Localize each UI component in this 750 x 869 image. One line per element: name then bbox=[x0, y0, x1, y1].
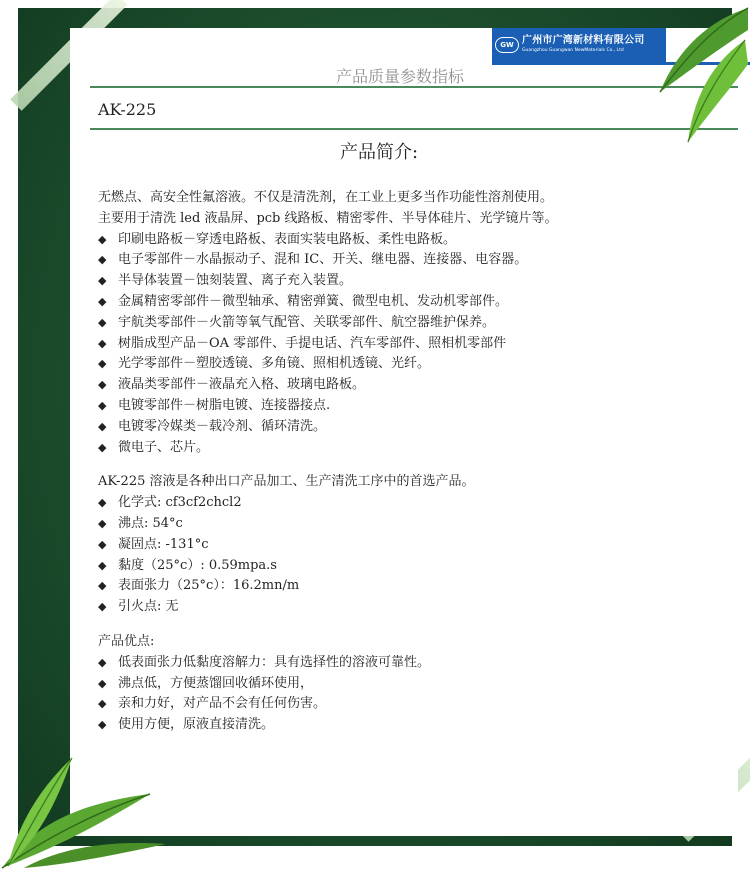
diamond-bullet-icon: ◆ bbox=[98, 579, 107, 593]
diamond-bullet-icon: ◆ bbox=[98, 315, 107, 329]
list-item: ◆ 亲和力好，对产品不会有任何伤害。 bbox=[98, 694, 730, 715]
applications-list bbox=[98, 230, 730, 459]
diamond-bullet-icon: ◆ bbox=[98, 676, 107, 690]
properties-list bbox=[98, 493, 730, 618]
diamond-bullet-icon: ◆ bbox=[98, 398, 107, 412]
document-body bbox=[98, 188, 730, 736]
diamond-bullet-icon: ◆ bbox=[98, 294, 107, 308]
diamond-bullet-icon: ◆ bbox=[98, 419, 107, 433]
diamond-bullet-icon: ◆ bbox=[98, 440, 107, 454]
company-name-cn: 广州市广湾新材料有限公司 bbox=[522, 35, 645, 47]
list-item: ◆ 微电子、芯片。 bbox=[98, 438, 730, 459]
diamond-bullet-icon: ◆ bbox=[98, 655, 107, 669]
advantages-list bbox=[98, 653, 730, 736]
diamond-bullet-icon: ◆ bbox=[98, 357, 107, 371]
advantages-heading: 产品优点: bbox=[98, 633, 155, 649]
list-item: ◆ 液晶类零部件－液晶充入格、玻璃电路板。 bbox=[98, 375, 730, 396]
diamond-bullet-icon: ◆ bbox=[98, 378, 107, 392]
list-item: ◆ 电子零部件－水晶振动子、混和 IC、开关、继电器、连接器、电容器。 bbox=[98, 250, 730, 271]
green-frame bbox=[18, 8, 732, 846]
list-item: ◆ 沸点: 54°c bbox=[98, 514, 730, 535]
intro-line: 主要用于清洗 led 液晶屏、pcb 线路板、精密零件、半导体硅片、光学镜片等。 bbox=[98, 210, 558, 226]
list-item: ◆ 金属精密零部件－微型轴承、精密弹簧、微型电机、发动机零部件。 bbox=[98, 292, 730, 313]
diamond-bullet-icon: ◆ bbox=[98, 718, 107, 732]
product-code: AK-225 bbox=[98, 100, 157, 119]
properties-intro: AK-225 溶液是各种出口产品加工、生产清洗工序中的首选产品。 bbox=[98, 474, 475, 490]
diamond-bullet-icon: ◆ bbox=[98, 274, 107, 288]
list-item: ◆ 印刷电路板－穿透电路板、表面实装电路板、柔性电路板。 bbox=[98, 230, 730, 251]
list-item: ◆ 半导体装置－蚀刻装置、离子充入装置。 bbox=[98, 271, 730, 292]
list-item: ◆ 树脂成型产品－OA 零部件、手提电话、汽车零部件、照相机零部件 bbox=[98, 334, 730, 355]
diamond-bullet-icon: ◆ bbox=[98, 537, 107, 551]
list-item: ◆ 沸点低，方便蒸馏回收循环使用， bbox=[98, 674, 730, 695]
diamond-bullet-icon: ◆ bbox=[98, 600, 107, 614]
diamond-bullet-icon: ◆ bbox=[98, 516, 107, 530]
diamond-bullet-icon: ◆ bbox=[98, 336, 107, 350]
list-item: ◆ 引火点: 无 bbox=[98, 597, 730, 618]
intro-line: 无燃点、高安全性氟溶液。不仅是清洗剂，在工业上更多当作功能性溶剂使用。 bbox=[98, 190, 554, 205]
list-item: ◆ 黏度（25°c）: 0.59mpa.s bbox=[98, 556, 730, 577]
list-item: ◆ 光学零部件－塑胶透镜、多角镜、照相机透镜、光纤。 bbox=[98, 354, 730, 375]
diamond-bullet-icon: ◆ bbox=[98, 232, 107, 246]
page-title: 产品质量参数指标 bbox=[335, 67, 464, 86]
list-item: ◆ 电镀零冷媒类－载冷剂、循环清洗。 bbox=[98, 417, 730, 438]
logo-mark-icon: GW bbox=[495, 37, 519, 53]
leaf-bottom-left-icon bbox=[0, 740, 170, 869]
diamond-bullet-icon: ◆ bbox=[98, 558, 107, 572]
list-item: ◆ 宇航类零部件－火箭等氧气配管、关联零部件、航空器维护保养。 bbox=[98, 313, 730, 334]
list-item: ◆ 凝固点: -131°c bbox=[98, 535, 730, 556]
company-name-en: Guangzhou Guangwan NewMaterials Co., Ltd bbox=[522, 48, 624, 54]
list-item: ◆ 电镀零部件－树脂电镀、连接器接点. bbox=[98, 396, 730, 417]
leaf-top-right-icon bbox=[630, 0, 750, 150]
list-item: ◆ 使用方便，原液直接清洗。 bbox=[98, 715, 730, 736]
intro-heading: 产品简介: bbox=[340, 142, 419, 163]
diamond-bullet-icon: ◆ bbox=[98, 496, 107, 510]
diamond-bullet-icon: ◆ bbox=[98, 697, 107, 711]
list-item: ◆ 低表面张力低黏度溶解力：具有选择性的溶液可靠性。 bbox=[98, 653, 730, 674]
diamond-bullet-icon: ◆ bbox=[98, 253, 107, 267]
list-item: ◆ 表面张力（25°c）：16.2mn/m bbox=[98, 576, 730, 597]
list-item: ◆ 化学式: cf3cf2chcl2 bbox=[98, 493, 730, 514]
